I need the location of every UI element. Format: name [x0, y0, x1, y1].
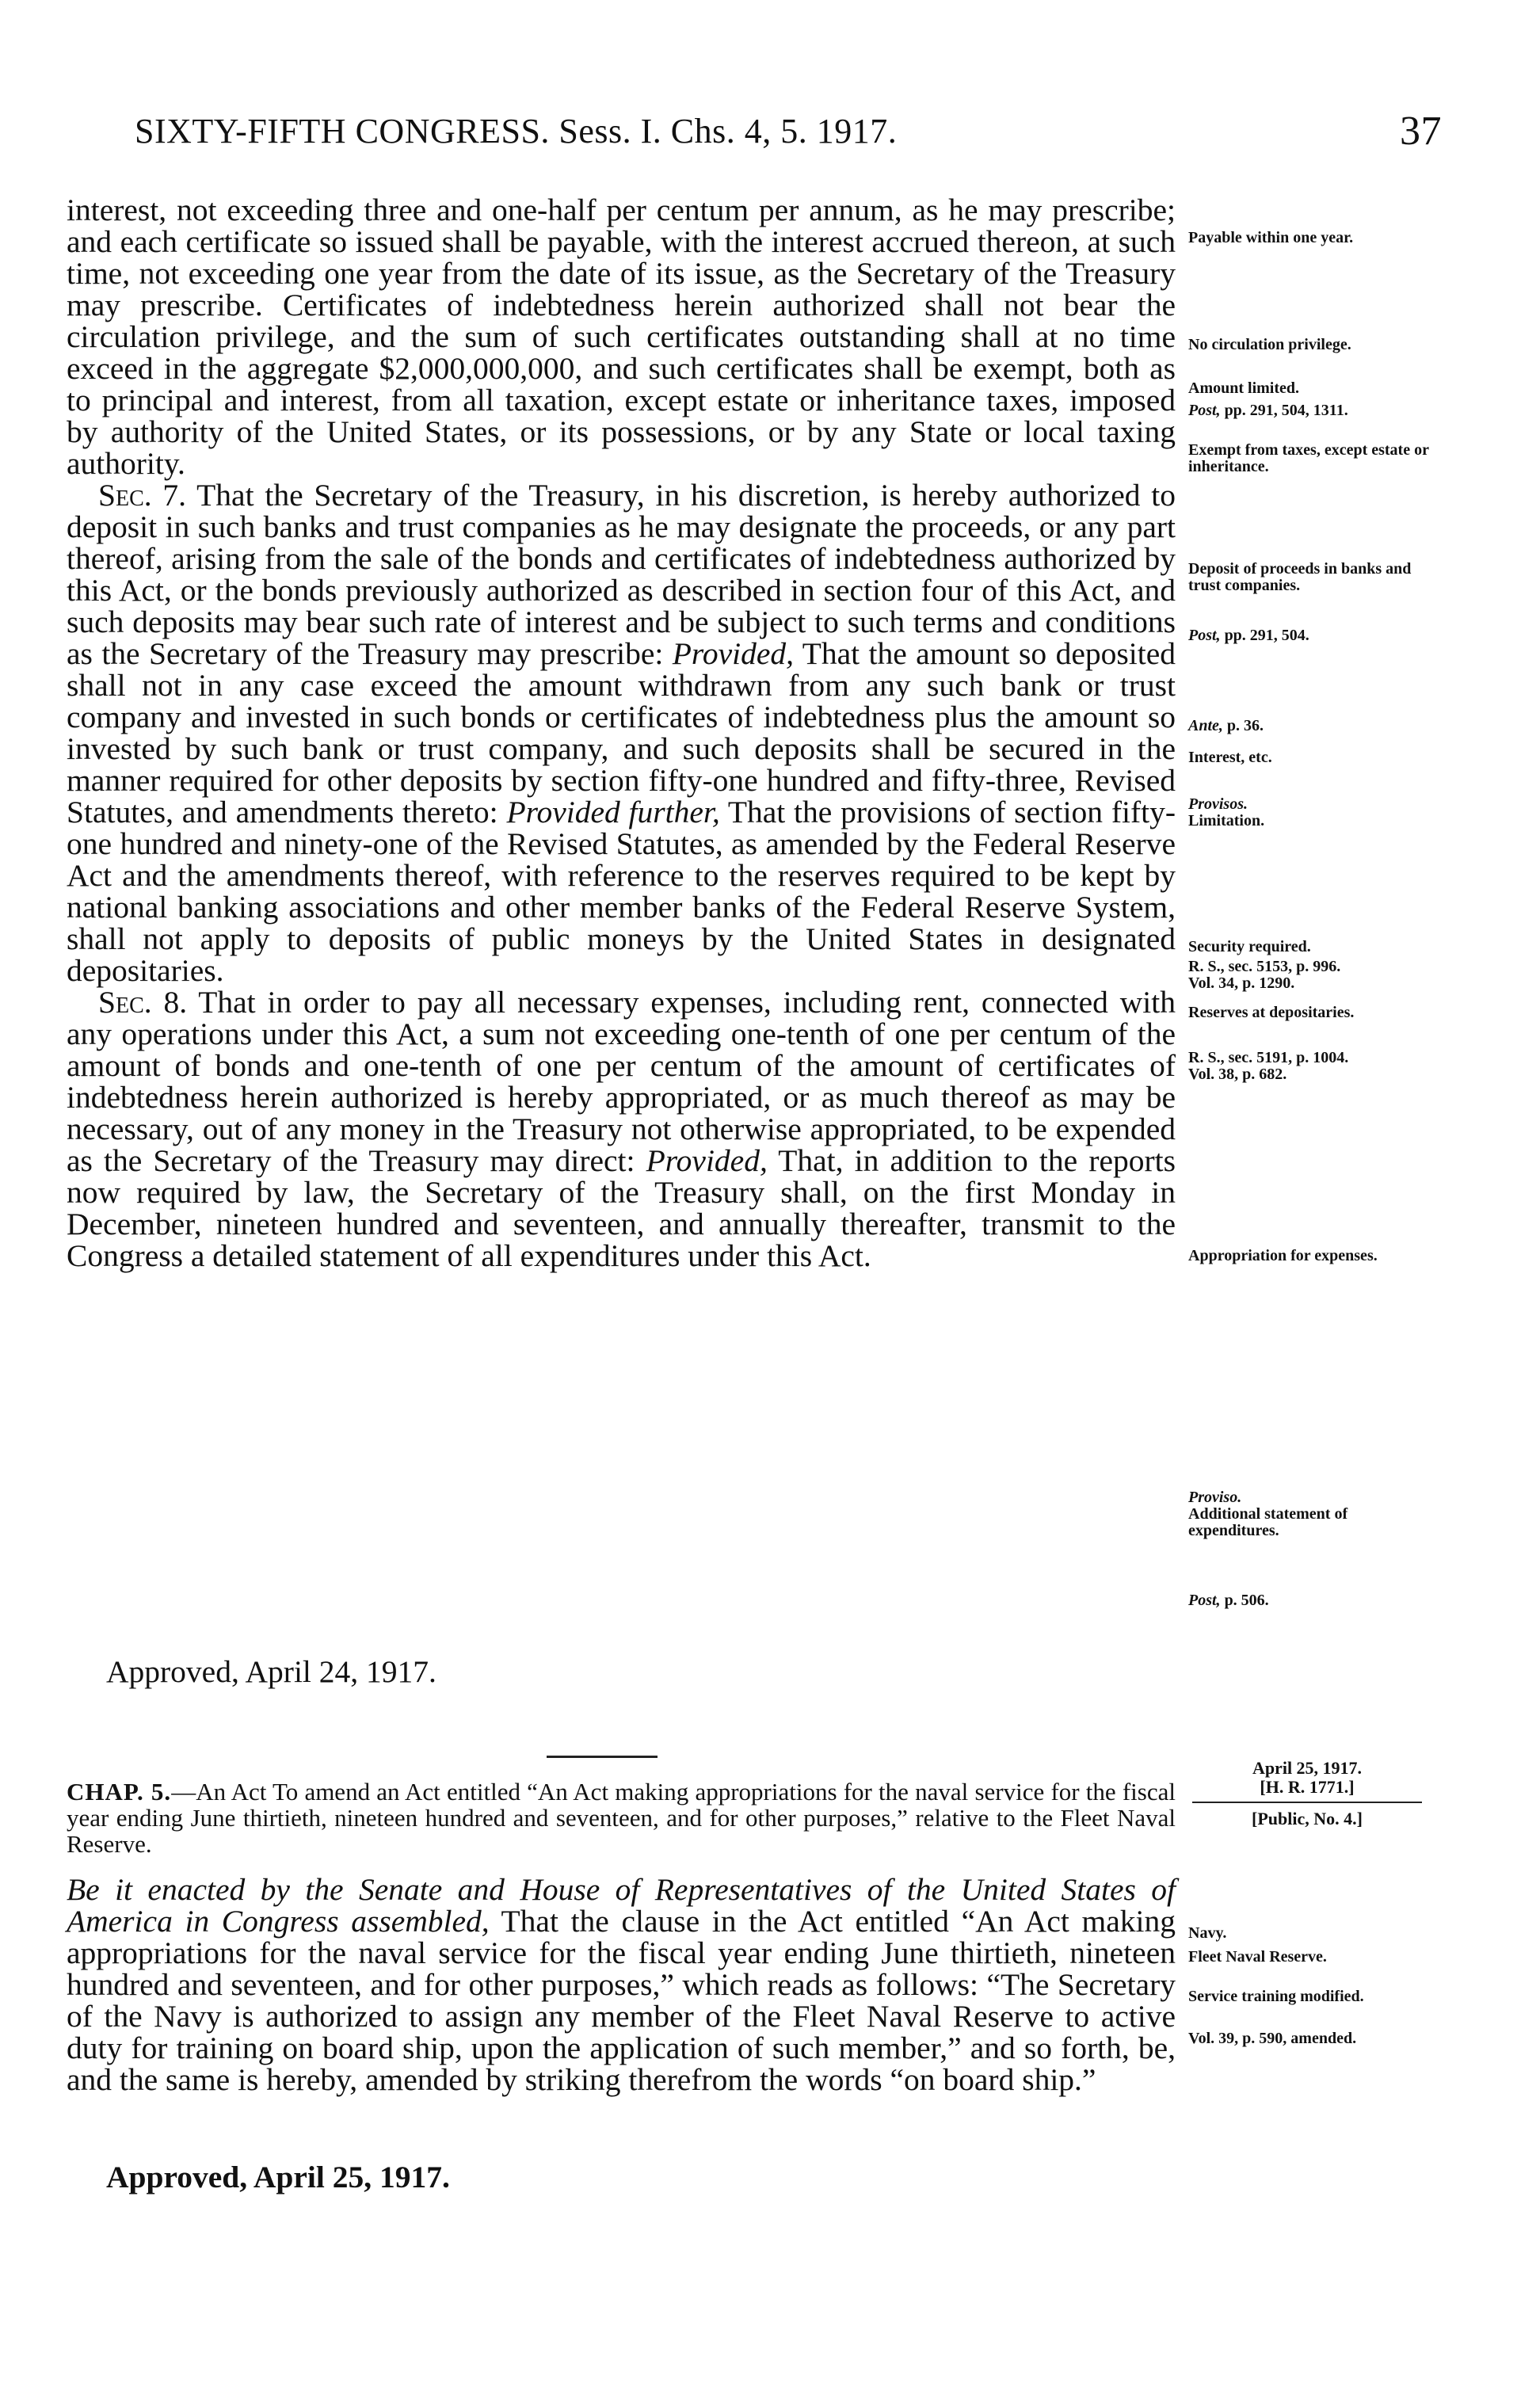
margin-note — [1188, 1489, 1442, 1539]
running-title: SIXTY-FIFTH CONGRESS. Sess. I. Chs. 4, 5. 1917. — [135, 112, 898, 151]
margin-note: R. S., sec. 5191, p. 1004. Vol. 38, p. 682. — [1188, 1049, 1349, 1083]
margin-note-provisos: Provisos. — [1188, 795, 1248, 813]
section-7-paragraph — [67, 479, 1176, 986]
margin-note: Reserves at depositaries. — [1188, 1004, 1355, 1021]
enactment-paragraph — [67, 1874, 1176, 2095]
margin-note: Navy. — [1188, 1924, 1227, 1942]
margin-note — [1188, 1592, 1442, 1609]
margin-note-ante: Ante, — [1188, 717, 1223, 734]
section-7-provided: Provided, — [672, 636, 794, 671]
section-7-text-b: That the amount so deposited shall not in any case exceed the amount withdrawn from any such bank or trust company and invested in such bonds or certificates of indebtedness plus the amount so invested by such bank or trust company, and such deposits shall be secured in the manner required for other deposits by section fifty-one hundred and fifty-three, Revised Statutes, and amendments thereto: — [67, 636, 1176, 829]
section-7-heading: Sec. 7. — [98, 478, 187, 513]
chapter-date: April 25, 1917. — [1252, 1758, 1363, 1778]
section-7-text-a: That the Secretary of the Treasury, in his discretion, is hereby authorized to deposit in such banks and trust companies as he may designate the proceeds, or any part thereof, arising from the sale of the bonds and certificates of indebtedness authorized by this Act, or the bonds previously authorized as described in section four of this Act, and such deposits may bear such rate of interest and be subject to such terms and conditions as the Secretary of the Treasury may prescribe: — [67, 478, 1176, 671]
margin-note: Deposit of proceeds in banks and trust companies. — [1188, 560, 1412, 594]
margin-note: Exempt from taxes, except estate or inheritance. — [1188, 441, 1429, 475]
section-8-text-b: That, in addition to the reports now required by law, the Secretary of the Treasury shall, on the first Monday in December, nineteen hundred and seventeen, and annually thereafter, transmit to the Congress a detailed statement of all expenditures under this Act. — [67, 1143, 1176, 1273]
margin-note: Security required. — [1188, 938, 1311, 955]
margin-note — [1188, 718, 1442, 734]
page-header — [135, 111, 1442, 158]
margin-note: Fleet Naval Reserve. — [1188, 1948, 1327, 1966]
chapter-public-number: [Public, No. 4.] — [1252, 1809, 1363, 1828]
margin-note-ref: pp. 291, 504, 1311. — [1220, 402, 1348, 419]
section-8-text-a: That in order to pay all necessary expenses, including rent, connected with any operations under this Act, a sum not exceeding one-tenth of one per centum of the amount of bonds and one-tenth of one per centum of the amount of certificates of indebtedness herein authorized is hereby appropriated, or as much thereof as may be necessary, out of any money in the Treasury not otherwise appropriated, to be expended as the Secretary of the Treasury may direct: — [67, 985, 1176, 1178]
margin-note-ref: Additional statement of expenditures. — [1188, 1505, 1348, 1539]
margin-note-post: Post, — [1188, 1592, 1221, 1609]
margin-note-ref: p. 506. — [1220, 1592, 1269, 1609]
section-7-provided-further: Provided further, — [506, 795, 720, 829]
margin-note — [1188, 796, 1442, 829]
margin-note: Service training modified. — [1188, 1988, 1364, 2005]
section-8-paragraph — [67, 986, 1176, 1272]
enactment-text: That the clause in the Act entitled “An Act making appropriations for the naval service for the fiscal year ending June thirtieth, nineteen hundred and seventeen, and for other purposes,” which reads as follows: “The Secretary of the Navy is authorized to assign any member of the Fleet Naval Reserve to active duty for training on board ship, upon the application of such member,” and so forth, be, and the same is hereby, amended by striking therefrom the words “on board ship.” — [67, 1904, 1176, 2097]
margin-note: Appropriation for expenses. — [1188, 1247, 1378, 1264]
chapter-divider — [547, 1756, 658, 1758]
margin-note: Vol. 39, p. 590, amended. — [1188, 2030, 1357, 2047]
margin-note-ref: p. 36. — [1222, 717, 1264, 734]
margin-note: R. S., sec. 5153, p. 996. Vol. 34, p. 1290. — [1188, 958, 1341, 992]
page-number: 37 — [1400, 109, 1442, 154]
margin-note-post: Post, — [1188, 627, 1221, 644]
margin-note: Interest, etc. — [1188, 749, 1272, 766]
margin-note-post: Post, — [1188, 402, 1221, 419]
chapter-bill-number: [H. R. 1771.] — [1192, 1778, 1422, 1803]
margin-note: No circulation privilege. — [1188, 336, 1351, 353]
approved-date-2: Approved, April 25, 1917. — [106, 2160, 450, 2194]
margin-note: Payable within one year. — [1188, 229, 1354, 246]
margin-note-ref: pp. 291, 504. — [1220, 627, 1309, 644]
chapter-label: CHAP. 5. — [67, 1778, 172, 1806]
section-8-provided: Provided, — [646, 1143, 768, 1178]
section-7-text-c: That the provisions of section fifty-one hundred and ninety-one of the Revised Statutes, as amended by the Federal Reserve Act and the amendments thereof, with reference to the reserves required to be kept by national banking associations and other member banks of the Federal Reserve System, shall not apply to deposits of public moneys by the United States in designated depositaries. — [67, 795, 1176, 988]
chapter-heading — [67, 1779, 1176, 1857]
enacting-clause: Be it enacted by the Senate and House of Representatives of the United States of America in Congress assembled, — [67, 1872, 1176, 1939]
approved-date-1: Approved, April 24, 1917. — [106, 1654, 436, 1689]
margin-note — [1188, 627, 1442, 644]
margin-note — [1188, 402, 1442, 419]
section-8-heading: Sec. 8. — [98, 985, 188, 1020]
chapter-side-info — [1192, 1759, 1422, 1828]
margin-note-proviso: Proviso. — [1188, 1489, 1242, 1506]
margin-note: Amount limited. — [1188, 379, 1299, 397]
chapter-title: —An Act To amend an Act entitled “An Act making appropriations for the naval service for the fiscal year ending June thirtieth, nineteen hundred and seventeen, and for other purposes,” relative to the Fleet Naval Reserve. — [67, 1778, 1176, 1858]
main-text-block — [67, 194, 1176, 1272]
continuation-paragraph: interest, not exceeding three and one-half per centum per annum, as he may prescribe; and each certificate so issued shall be payable, with the interest accrued thereon, at such time, not exceeding one year from the date of its issue, as the Secretary of the Treasury may prescribe. Certificates of indebtedness herein authorized shall not bear the circulation privilege, and the sum of such certificates outstanding shall at no time exceed in the aggregate $2,000,000,000, and such certificates shall be exempt, both as to principal and interest, from all taxation, except estate or inheritance taxes, imposed by authority of the United States, or its possessions, or by any State or local taxing authority. — [67, 193, 1176, 481]
margin-note-ref: Limitation. — [1188, 812, 1265, 829]
